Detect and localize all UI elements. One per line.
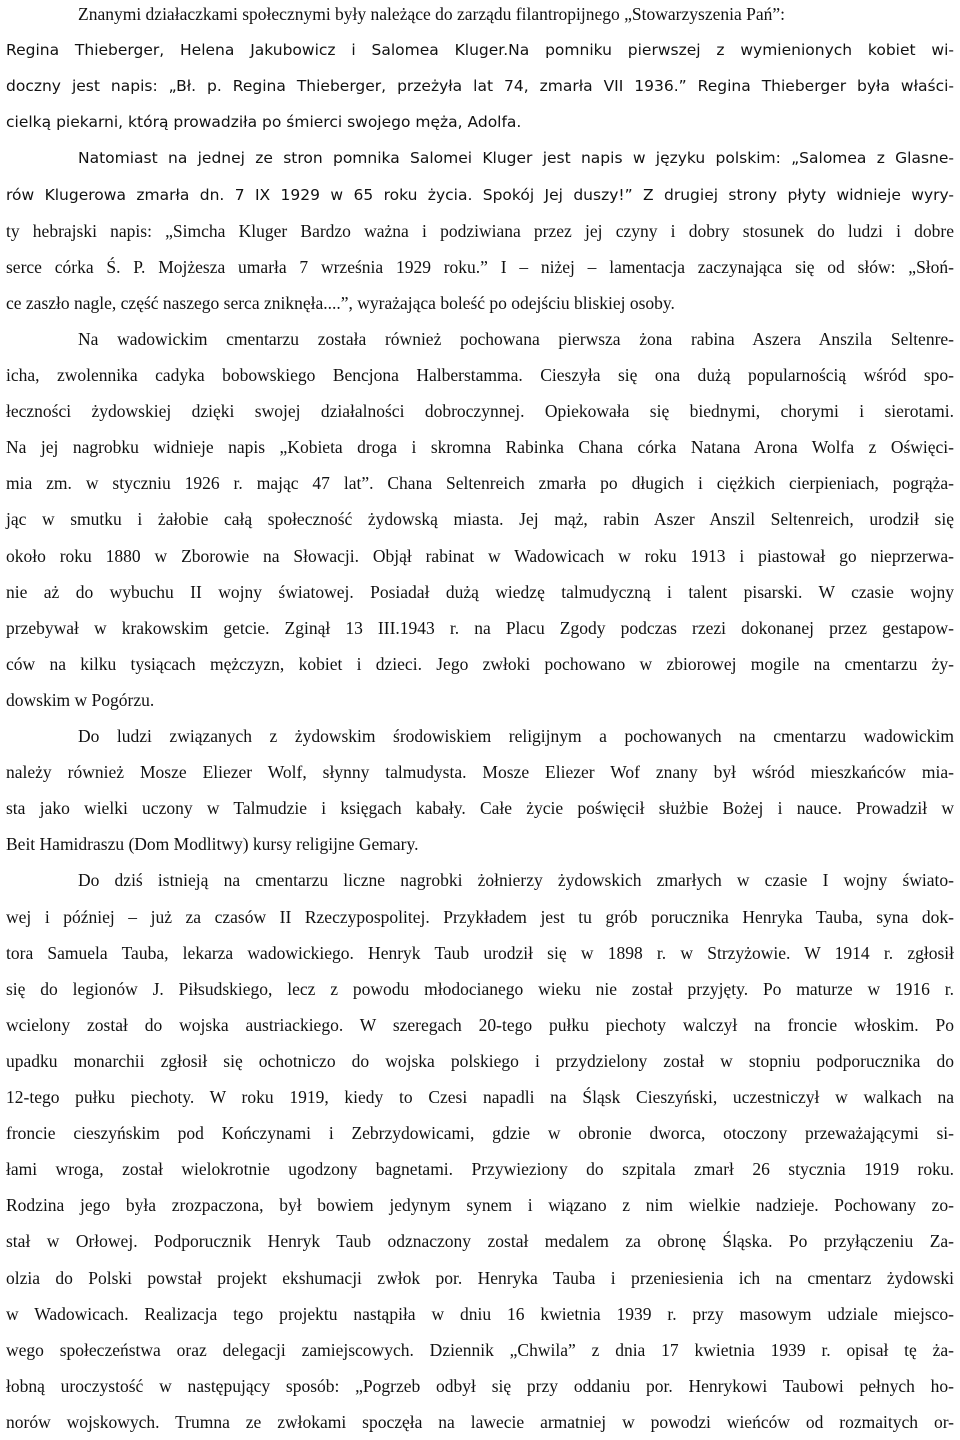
text-line: cielką piekarni, którą prowadziła po śmierci swojego męża, Adolfa. bbox=[6, 113, 522, 132]
text-line: się do legionów J. Piłsudskiego, lecz z powodu młodocianego wieku nie został przyjęty. Po maturze w 1916 r. bbox=[6, 978, 954, 999]
text-line: 12-tego pułku piechoty. W roku 1919, kiedy to Czesi napadli na Śląsk Cieszyński, uczestniczył w walkach na bbox=[6, 1087, 954, 1107]
text-line: wego społeczeństwa oraz delegacji zamiejscowych. Dziennik „Chwila” z dnia 17 kwietnia 1939 r. opisał tę ża- bbox=[6, 1339, 954, 1360]
text-line: nie aż do wybuchu II wojny światowej. Posiadał dużą wiedzę talmudyczną i talent pisarski. W czasie wojny bbox=[6, 581, 954, 602]
text-line: przebywał w krakowskim getcie. Zginął 13 III.1943 r. na Placu Zgody podczas rzezi dokonanej przez gestapow- bbox=[6, 617, 954, 638]
text-line: tora Samuela Tauba, lekarza wadowickiego. Henryk Taub urodził się w 1898 r. w Strzyżowie. W 1914 r. zgłosił bbox=[6, 942, 954, 963]
text-line: Beit Hamidraszu (Dom Modlitwy) kursy religijne Gemary. bbox=[6, 834, 419, 855]
text-line: jąc w smutku i żałobie całą społeczność żydowską miasta. Jej mąż, rabin Aszer Anszil Seltenreich, urodził się bbox=[6, 509, 954, 530]
text-line: froncie cieszyńskim pod Kończynami i Zebrzydowicami, gdzie w obronie dworca, otoczony przeważającymi si- bbox=[6, 1123, 954, 1144]
text-line: icha, zwolennika cadyka bobowskiego Bencjona Halberstamma. Cieszyła się ona dużą popularnością wśród spo- bbox=[6, 365, 954, 385]
text-line: Natomiast na jednej ze stron pomnika Salomei Kluger jest napis w języku polskim: „Salomea z Glasne- bbox=[78, 149, 954, 168]
text-line: Znanymi działaczkami społecznymi były należące do zarządu filantropijnego „Stowarzyszenia Pań”: bbox=[78, 4, 785, 24]
text-line: łobną uroczystość w następujący sposób: „Pogrzeb odbył się przy oddaniu por. Henrykowi Taubowi pełnych ho- bbox=[6, 1375, 954, 1396]
text-line: ców na kilku tysiącach mężczyzn, kobiet i dzieci. Jego zwłoki pochowano w zbiorowej mogile na cmentarzu ży- bbox=[6, 653, 954, 674]
text-line: ce zaszło nagle, część naszego serca zniknęła....”, wyrażająca boleść po odejściu bliskiej osoby. bbox=[6, 292, 675, 313]
text-line: dowskim w Pogórzu. bbox=[6, 689, 155, 710]
text-line: wcielony został do wojska austriackiego. W szeregach 20-tego pułku piechoty walczył na froncie włoskim. Po bbox=[6, 1014, 954, 1035]
text-line: Do ludzi związanych z żydowskim środowiskiem religijnym a pochowanych na cmentarzu wadowickim bbox=[78, 726, 954, 746]
text-line: doczny jest napis: „Bł. p. Regina Thieberger, przeżyła lat 74, zmarła VII 1936.” Regina Thieberger była właści- bbox=[6, 77, 954, 96]
text-line: Na wadowickim cmentarzu została również pochowana pierwsza żona rabina Aszera Anszila Seltenre- bbox=[78, 328, 954, 349]
text-line: wej i później – już za czasów II Rzeczypospolitej. Przykładem jest tu grób porucznika Henryka Tauba, syna dok- bbox=[6, 906, 954, 927]
text-line: serce córka Ś. P. Mojżesza umarła 7 września 1929 roku.” I – niżej – lamentacja zaczynająca się od słów: „Słoń- bbox=[6, 256, 954, 277]
text-line: olzia do Polski powstał projekt ekshumacji zwłok por. Henryka Tauba i przeniesienia ich na cmentarz żydowski bbox=[6, 1267, 954, 1288]
text-line: około roku 1880 w Zborowie na Słowacji. Objął rabinat w Wadowicach w roku 1913 i piastował go nieprzerwa- bbox=[6, 545, 954, 566]
text-line: w Wadowicach. Realizacja tego projektu nastąpiła w dniu 16 kwietnia 1939 r. przy masowym udziale miejsco- bbox=[6, 1303, 954, 1324]
text-line: norów wojskowych. Trumna ze zwłokami spoczęła na lawecie armatniej w powodzi wieńców od rozmaitych or- bbox=[6, 1411, 954, 1432]
text-line: rów Klugerowa zmarła dn. 7 IX 1929 w 65 roku życia. Spokój Jej duszy!” Z drugiej strony płyty widnieje wyry- bbox=[6, 185, 954, 204]
text-line: należy również Mosze Eliezer Wolf, słynny talmudysta. Mosze Eliezer Wof znany był wśród mieszkańców mia- bbox=[6, 762, 954, 783]
text-line: ty hebrajski napis: „Simcha Kluger Bardzo ważna i podziwiana przez jej czyny i dobry stosunek do ludzi i dobre bbox=[6, 220, 954, 241]
text-line: Regina Thieberger, Helena Jakubowicz i Salomea Kluger.Na pomniku pierwszej z wymienionych kobiet wi- bbox=[6, 41, 954, 60]
text-line: łeczności żydowskiej dzięki swojej działalności dobroczynnej. Opiekowała się biednymi, chorymi i sierotami. bbox=[6, 401, 954, 422]
text-line: stał w Orłowej. Podporucznik Henryk Taub odznaczony został medalem za obronę Śląska. Po przyłączeniu Za- bbox=[6, 1231, 954, 1252]
text-line: upadku monarchii zgłosił się ochotniczo do wojska polskiego i przydzielony został w stopniu podporucznika do bbox=[6, 1050, 954, 1071]
text-line: sta jako wielki uczony w Talmudzie i księgach kabały. Całe życie poświęcił służbie Bożej i nauce. Prowadził w bbox=[6, 798, 954, 819]
text-line: Rodzina jego była zrozpaczona, był bowiem jedynym synem i wiązano z nim wielkie nadzieje. Pochowany zo- bbox=[6, 1195, 954, 1216]
text-line: mia zm. w styczniu 1926 r. mając 47 lat”. Chana Seltenreich zmarła po długich i ciężkich cierpieniach, pogrąża- bbox=[6, 473, 954, 494]
text-line: łami wroga, został wielokrotnie ugodzony bagnetami. Przywieziony do szpitala zmarł 26 stycznia 1919 roku. bbox=[6, 1159, 954, 1180]
text-line: Do dziś istnieją na cmentarzu liczne nagrobki żołnierzy żydowskich zmarłych w czasie I wojny świato- bbox=[78, 870, 954, 891]
text-line: Na jej nagrobku widnieje napis „Kobieta droga i skromna Rabinka Chana córka Natana Arona Wolfa z Oświęci- bbox=[6, 437, 954, 458]
